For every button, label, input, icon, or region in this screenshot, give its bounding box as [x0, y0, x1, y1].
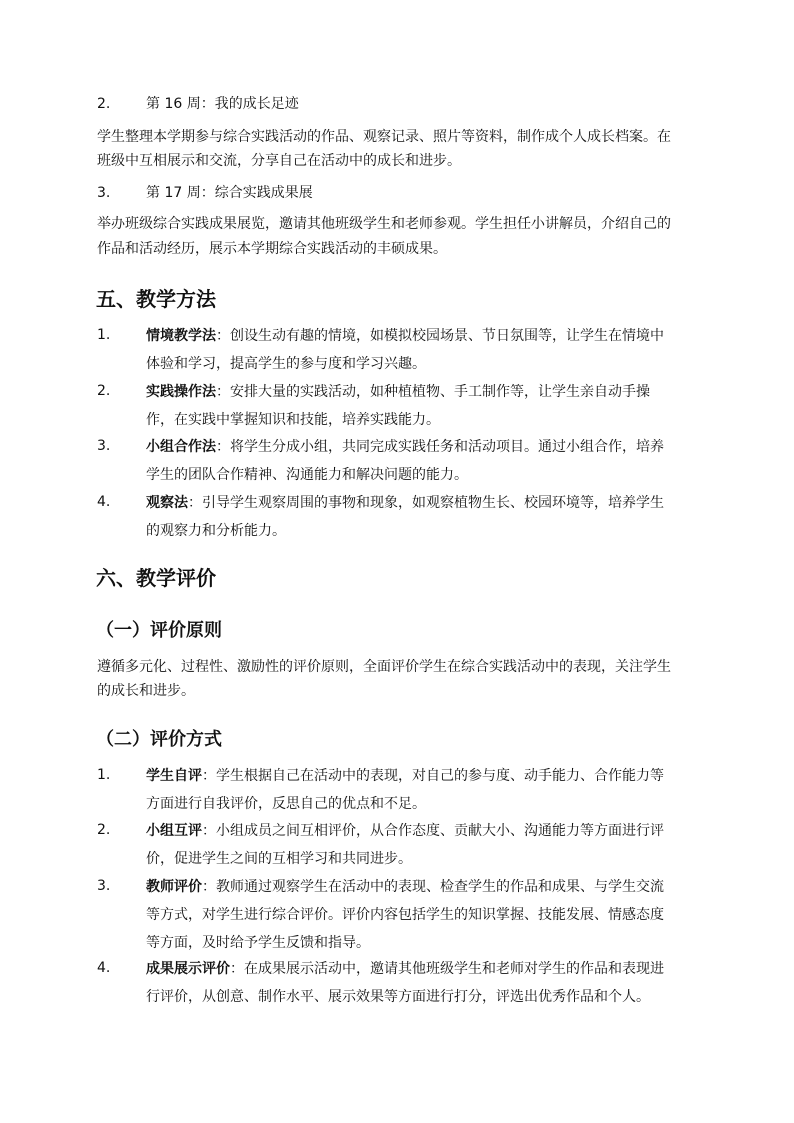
list-item-text: ：将学生分成小组，共同完成实践任务和活动项目。通过小组合作，培养 [216, 439, 664, 455]
list-item-text: 体验和学习，提高学生的参与度和学习兴趣。 [146, 356, 426, 372]
list-item [146, 955, 706, 1011]
list-number: 2. [97, 822, 111, 838]
list-item [146, 322, 706, 378]
list-number: 2. [97, 383, 111, 399]
section-heading: 六、教学评价 [96, 566, 216, 590]
list-item-term: 小组合作法 [146, 439, 216, 455]
list-item-text: ：引导学生观察周围的事物和现象，如观察植物生长、校园环境等，培养学生 [188, 495, 664, 511]
list-item-text: 的观察力和分析能力。 [146, 523, 286, 539]
list-item-text: ：教师通过观察学生在活动中的表现、检查学生的作品和成果、与学生交流 [202, 879, 664, 895]
list-item-text: ：小组成员之间互相评价，从合作态度、贡献大小、沟通能力等方面进行评 [202, 823, 664, 839]
week-item-title: 第 17 周：综合实践成果展 [146, 185, 313, 201]
list-item-text: 作，在实践中掌握知识和技能，培养实践能力。 [146, 412, 440, 428]
paragraph-line: 的成长和进步。 [97, 683, 195, 699]
paragraph-line: 作品和活动经历，展示本学期综合实践活动的丰硕成果。 [97, 241, 447, 257]
list-number: 3. [97, 878, 111, 894]
list-item-text: 价，促进学生之间的互相学习和共同进步。 [146, 851, 412, 867]
list-item [146, 873, 706, 957]
list-item [146, 489, 706, 545]
paragraph-line: 学生整理本学期参与综合实践活动的作品、观察记录、照片等资料，制作成个人成长档案。在 [97, 129, 671, 145]
week-item-number: 3. [97, 185, 111, 201]
list-item-text: ：创设生动有趣的情境，如模拟校园场景、节日氛围等，让学生在情境中 [216, 328, 664, 344]
section-heading: 五、教学方法 [96, 287, 216, 311]
list-number: 1. [97, 767, 111, 783]
paragraph-line: 班级中互相展示和交流，分享自己在活动中的成长和进步。 [97, 153, 461, 169]
paragraph-line: 举办班级综合实践成果展览，邀请其他班级学生和老师参观。学生担任小讲解员，介绍自己的 [97, 216, 671, 232]
list-item-term: 小组互评 [146, 823, 202, 839]
paragraph-line: 遵循多元化、过程性、激励性的评价原则，全面评价学生在综合实践活动中的表现，关注学生 [97, 659, 671, 675]
subsection-heading: （二）评价方式 [96, 729, 222, 750]
subsection-heading: （一）评价原则 [96, 620, 222, 641]
list-number: 4. [97, 960, 111, 976]
week-item-number: 2. [97, 96, 111, 112]
list-item-text: 等方面，及时给予学生反馈和指导。 [146, 935, 370, 951]
list-number: 3. [97, 438, 111, 454]
list-item [146, 433, 706, 489]
list-item-term: 学生自评 [146, 768, 202, 784]
list-item-text: 等方式，对学生进行综合评价。评价内容包括学生的知识掌握、技能发展、情感态度 [146, 907, 664, 923]
list-item [146, 762, 706, 818]
list-number: 1. [97, 327, 111, 343]
list-item-term: 情境教学法 [146, 328, 216, 344]
list-item [146, 817, 706, 873]
list-item-text: ：学生根据自己在活动中的表现，对自己的参与度、动手能力、合作能力等 [202, 768, 664, 784]
list-item-term: 成果展示评价 [146, 961, 230, 977]
list-item [146, 378, 706, 434]
list-item-text: ：在成果展示活动中，邀请其他班级学生和老师对学生的作品和表现进 [230, 961, 664, 977]
list-item-term: 教师评价 [146, 879, 202, 895]
list-number: 4. [97, 494, 111, 510]
list-item-text: ：安排大量的实践活动，如种植植物、手工制作等，让学生亲自动手操 [216, 384, 650, 400]
list-item-text: 学生的团队合作精神、沟通能力和解决问题的能力。 [146, 467, 468, 483]
week-item-title: 第 16 周：我的成长足迹 [146, 96, 299, 112]
list-item-term: 观察法 [146, 495, 188, 511]
list-item-term: 实践操作法 [146, 384, 216, 400]
list-item-text: 行评价，从创意、制作水平、展示效果等方面进行打分，评选出优秀作品和个人。 [146, 989, 650, 1005]
list-item-text: 方面进行自我评价，反思自己的优点和不足。 [146, 796, 426, 812]
